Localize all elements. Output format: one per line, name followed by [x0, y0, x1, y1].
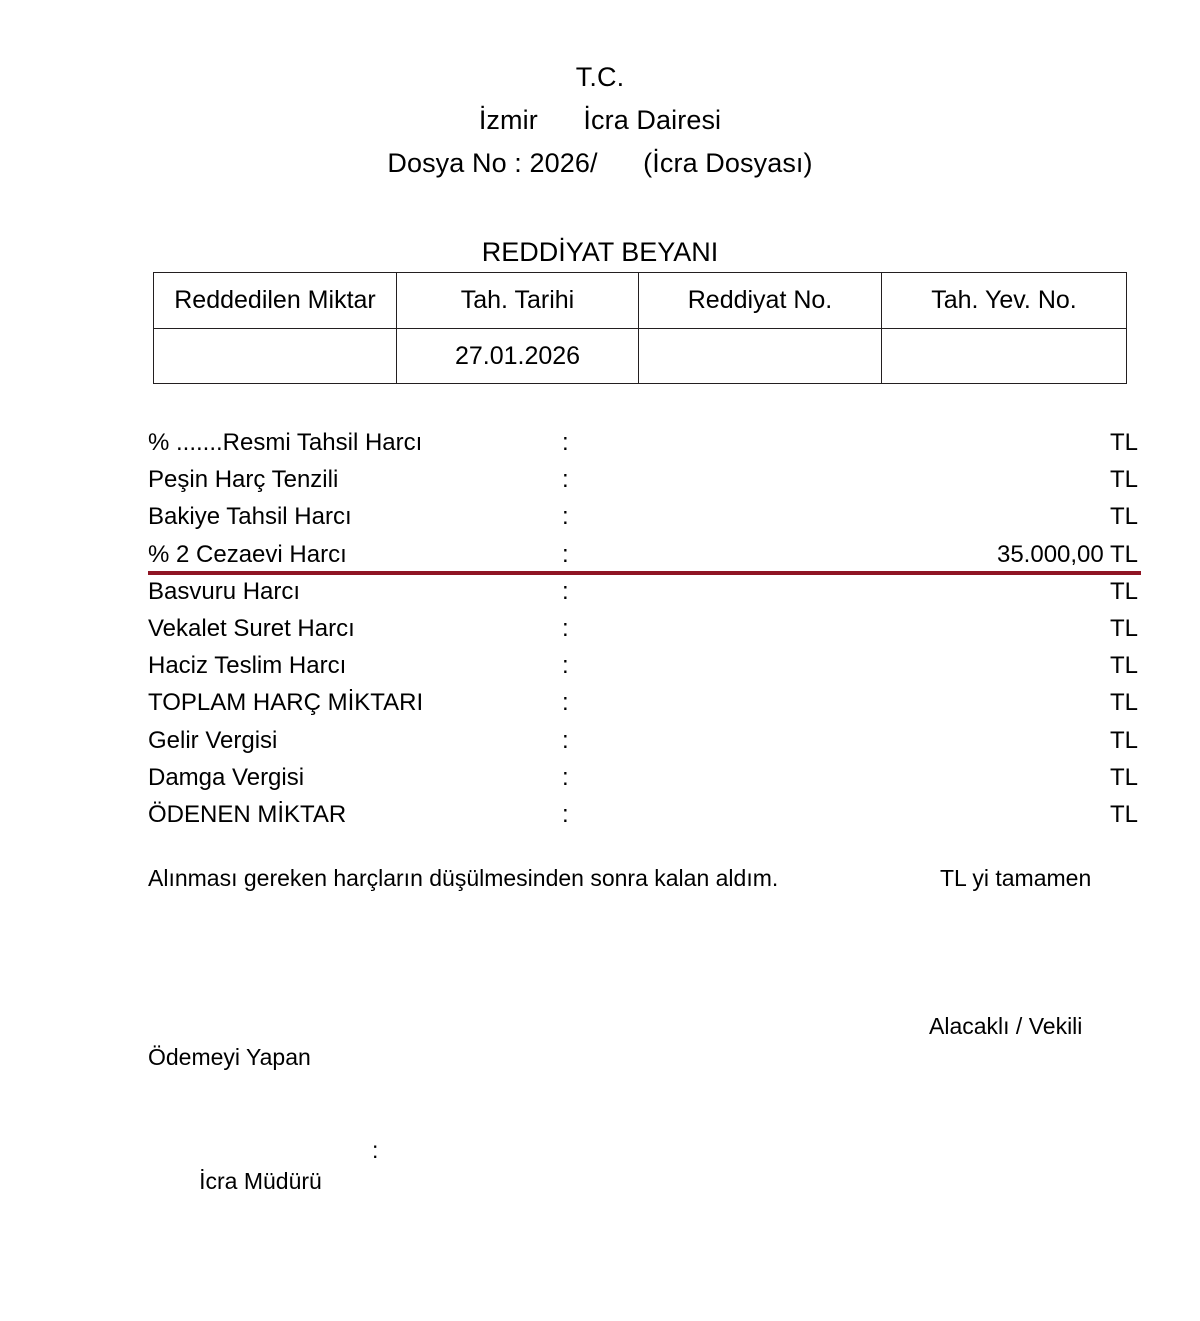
officer-label: İcra Müdürü — [199, 1168, 322, 1194]
cell-collection-date[interactable]: 27.01.2026 — [397, 329, 639, 384]
fee-colon: : — [562, 503, 569, 531]
fee-row-bakiye-tahsil-harci — [148, 498, 1138, 535]
file-number: Dosya No : 2026/ (İcra Dosyası) — [387, 148, 813, 178]
page-title: REDDİYAT BEYANI — [481, 237, 719, 267]
fee-value: TL — [1109, 614, 1138, 642]
cell-refund-no[interactable] — [639, 329, 882, 384]
fee-label: Basvuru Harcı — [148, 577, 301, 605]
cell-journal-no[interactable] — [882, 329, 1127, 384]
fee-row-odenen-miktar — [148, 796, 1138, 833]
payer-label: Ödemeyi Yapan — [148, 1044, 311, 1070]
officer-row — [148, 1135, 379, 1259]
fee-label: Vekalet Suret Harcı — [148, 614, 355, 642]
fee-row-basvuru-harci — [148, 573, 1138, 610]
creditor-label: Alacaklı / Vekili — [929, 1013, 1083, 1039]
statement-amount-note: TL yi tamamen — [940, 865, 1092, 891]
fee-row-haciz-teslim-harci — [148, 647, 1138, 684]
officer-colon: : — [372, 1137, 379, 1163]
fee-row-gelir-vergisi — [148, 722, 1138, 759]
fee-row-vekalet-suret-harci — [148, 610, 1138, 647]
fee-row-toplam-harc-miktari — [148, 684, 1138, 721]
fee-colon: : — [562, 800, 569, 828]
fee-value: TL — [1109, 429, 1138, 456]
enforcement-office: İzmir İcra Dairesi — [478, 105, 722, 135]
fee-label: % 2 Cezaevi Harcı — [148, 540, 347, 568]
fee-label: Haciz Teslim Harcı — [148, 652, 347, 680]
fee-label: Peşin Harç Tenzili — [148, 466, 339, 494]
fee-label: ÖDENEN MİKTAR — [148, 800, 347, 828]
fee-colon: : — [562, 726, 569, 754]
fee-label: Gelir Vergisi — [148, 726, 278, 754]
cell-rejected-amount[interactable] — [154, 329, 397, 384]
fee-label: Bakiye Tahsil Harcı — [148, 503, 352, 531]
fee-row-damga-vergisi — [148, 759, 1138, 796]
fee-row-pesin-harc-tenzili — [148, 461, 1138, 498]
fee-value: TL — [1109, 503, 1138, 531]
table-row — [154, 329, 1127, 384]
column-header-rejected-amount: Reddedilen Miktar — [154, 273, 397, 329]
declaration-table-container — [153, 272, 1126, 384]
fee-colon: : — [562, 689, 569, 717]
fee-value: TL — [1109, 577, 1138, 605]
fee-label: TOPLAM HARÇ MİKTARI — [148, 689, 424, 717]
table-header-row — [154, 273, 1127, 329]
signature-left — [148, 980, 379, 1321]
fee-value: TL — [1109, 800, 1138, 828]
declaration-table — [153, 272, 1127, 384]
fee-row-resmi-tahsil-harci — [148, 424, 1138, 461]
fee-colon: : — [562, 429, 569, 456]
fee-colon: : — [562, 614, 569, 642]
statement-text: Alınması gereken harçların düşülmesinden sonra kalan aldım. — [148, 865, 779, 891]
fee-colon: : — [562, 577, 569, 605]
fee-value: TL — [1109, 652, 1138, 680]
republic-code: T.C. — [575, 62, 625, 92]
fee-value: 35.000,00 TL — [996, 540, 1138, 568]
fee-colon: : — [562, 763, 569, 791]
column-header-collection-date: Tah. Tarihi — [397, 273, 639, 329]
fee-label: Damga Vergisi — [148, 763, 305, 791]
fee-value: TL — [1109, 726, 1138, 754]
column-header-refund-no: Reddiyat No. — [639, 273, 882, 329]
fee-value: TL — [1109, 466, 1138, 494]
fee-list — [148, 424, 1138, 833]
fee-value: TL — [1109, 763, 1138, 791]
fee-value: TL — [1109, 689, 1138, 717]
column-header-journal-no: Tah. Yev. No. — [882, 273, 1127, 329]
fee-row-cezaevi-harci — [148, 536, 1138, 573]
fee-colon: : — [562, 466, 569, 494]
fee-label: % .......Resmi Tahsil Harcı — [148, 429, 423, 456]
fee-colon: : — [562, 652, 569, 680]
fee-colon: : — [562, 540, 569, 568]
document-header — [0, 56, 1200, 185]
